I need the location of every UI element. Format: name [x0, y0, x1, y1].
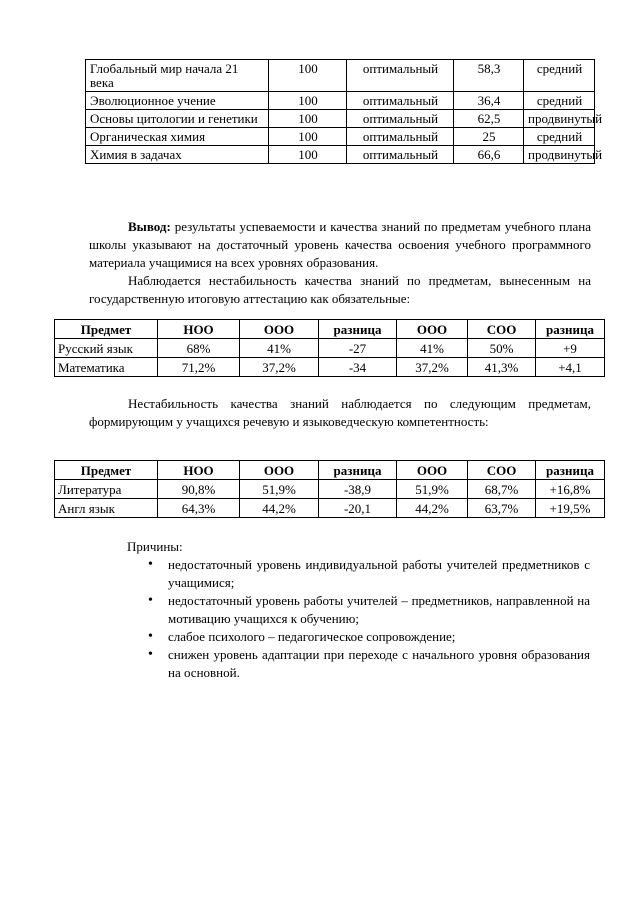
conclusion-text: результаты успеваемости и качества знаний по предметам учебного плана школы указывают на достаточный уровень качества освоения учебного программного материала учащимися на всех уровнях образования. — [89, 219, 591, 270]
reasons-title: Причины: — [127, 539, 183, 554]
column-header: ООО — [397, 461, 468, 480]
subject-cell: Литература — [55, 480, 158, 499]
value-cell: +9 — [536, 339, 605, 358]
table-row — [86, 128, 595, 146]
table-row — [86, 92, 595, 110]
hours-cell: 100 — [269, 60, 347, 92]
value-cell: +4,1 — [536, 358, 605, 377]
competence-paragraph: Нестабильность качества знаний наблюдается по следующим предметам, формирующим у учащихся речевую и языковедческую компетентность: — [89, 396, 591, 429]
value-cell: 68,7% — [468, 480, 536, 499]
hours-cell: 100 — [269, 92, 347, 110]
table-header-row — [55, 461, 605, 480]
subject-cell: Математика — [55, 358, 158, 377]
level-cell: оптимальный — [347, 110, 454, 128]
list-item: • слабое психолого – педагогическое сопровождение; — [141, 628, 590, 646]
conclusion-paragraph — [89, 218, 591, 272]
value-cell: 41,3% — [468, 358, 536, 377]
grade-cell: продвинутый — [524, 146, 595, 164]
table-header-row — [55, 320, 605, 339]
score-cell: 25 — [454, 128, 524, 146]
table-row — [86, 110, 595, 128]
column-header: ООО — [240, 461, 319, 480]
score-cell: 66,6 — [454, 146, 524, 164]
value-cell: 44,2% — [397, 499, 468, 518]
column-header: Предмет — [55, 320, 158, 339]
value-cell: 37,2% — [240, 358, 319, 377]
value-cell: -38,9 — [319, 480, 397, 499]
column-header: разница — [319, 461, 397, 480]
column-header: разница — [536, 320, 605, 339]
value-cell: -34 — [319, 358, 397, 377]
conclusion-label: Вывод: — [128, 219, 171, 234]
column-header: НОО — [158, 320, 240, 339]
level-cell: оптимальный — [347, 146, 454, 164]
column-header: СОО — [468, 461, 536, 480]
level-cell: оптимальный — [347, 92, 454, 110]
list-item: • недостаточный уровень индивидуальной работы учителей предметников с учащимися; — [141, 556, 590, 592]
value-cell: 37,2% — [397, 358, 468, 377]
grade-cell: средний — [524, 92, 595, 110]
list-item: • снижен уровень адаптации при переходе с начального уровня образования на основной. — [141, 646, 590, 682]
column-header: ООО — [397, 320, 468, 339]
instability-paragraph: Наблюдается нестабильность качества знаний по предметам, вынесенным на государственную итоговую аттестацию как обязательные: — [89, 273, 591, 306]
grade-cell: средний — [524, 60, 595, 92]
table-row — [55, 499, 605, 518]
subject-cell: Органическая химия — [86, 128, 269, 146]
value-cell: 44,2% — [240, 499, 319, 518]
value-cell: 64,3% — [158, 499, 240, 518]
table-row — [86, 146, 595, 164]
russian-math-table — [54, 319, 605, 377]
column-header: ООО — [240, 320, 319, 339]
table-row — [55, 358, 605, 377]
score-cell: 36,4 — [454, 92, 524, 110]
value-cell: -27 — [319, 339, 397, 358]
table-row — [55, 339, 605, 358]
column-header: СОО — [468, 320, 536, 339]
grade-cell: продвинутый — [524, 110, 595, 128]
value-cell: 50% — [468, 339, 536, 358]
subject-cell: Англ язык — [55, 499, 158, 518]
value-cell: 41% — [397, 339, 468, 358]
column-header: НОО — [158, 461, 240, 480]
score-cell: 62,5 — [454, 110, 524, 128]
reasons-list — [141, 556, 590, 682]
level-cell: оптимальный — [347, 60, 454, 92]
level-cell: оптимальный — [347, 128, 454, 146]
subject-cell: Основы цитологии и генетики — [86, 110, 269, 128]
subject-cell: Эволюционное учение — [86, 92, 269, 110]
score-cell: 58,3 — [454, 60, 524, 92]
value-cell: 41% — [240, 339, 319, 358]
column-header: разница — [319, 320, 397, 339]
column-header: Предмет — [55, 461, 158, 480]
value-cell: 90,8% — [158, 480, 240, 499]
value-cell: 63,7% — [468, 499, 536, 518]
subject-cell: Русский язык — [55, 339, 158, 358]
list-item: • недостаточный уровень работы учителей – предметников, направленной на мотивацию учащихся к обучению; — [141, 592, 590, 628]
subject-cell: Химия в задачах — [86, 146, 269, 164]
value-cell: 71,2% — [158, 358, 240, 377]
value-cell: 68% — [158, 339, 240, 358]
grade-cell: средний — [524, 128, 595, 146]
hours-cell: 100 — [269, 146, 347, 164]
column-header: разница — [536, 461, 605, 480]
hours-cell: 100 — [269, 128, 347, 146]
value-cell: 51,9% — [397, 480, 468, 499]
value-cell: +19,5% — [536, 499, 605, 518]
value-cell: 51,9% — [240, 480, 319, 499]
value-cell: -20,1 — [319, 499, 397, 518]
value-cell: +16,8% — [536, 480, 605, 499]
table-row — [86, 60, 595, 92]
subjects-results-table — [85, 59, 603, 164]
table-row — [55, 480, 605, 499]
subject-cell: Глобальный мир начала 21 века — [86, 60, 269, 92]
hours-cell: 100 — [269, 110, 347, 128]
literature-english-table — [54, 460, 605, 518]
